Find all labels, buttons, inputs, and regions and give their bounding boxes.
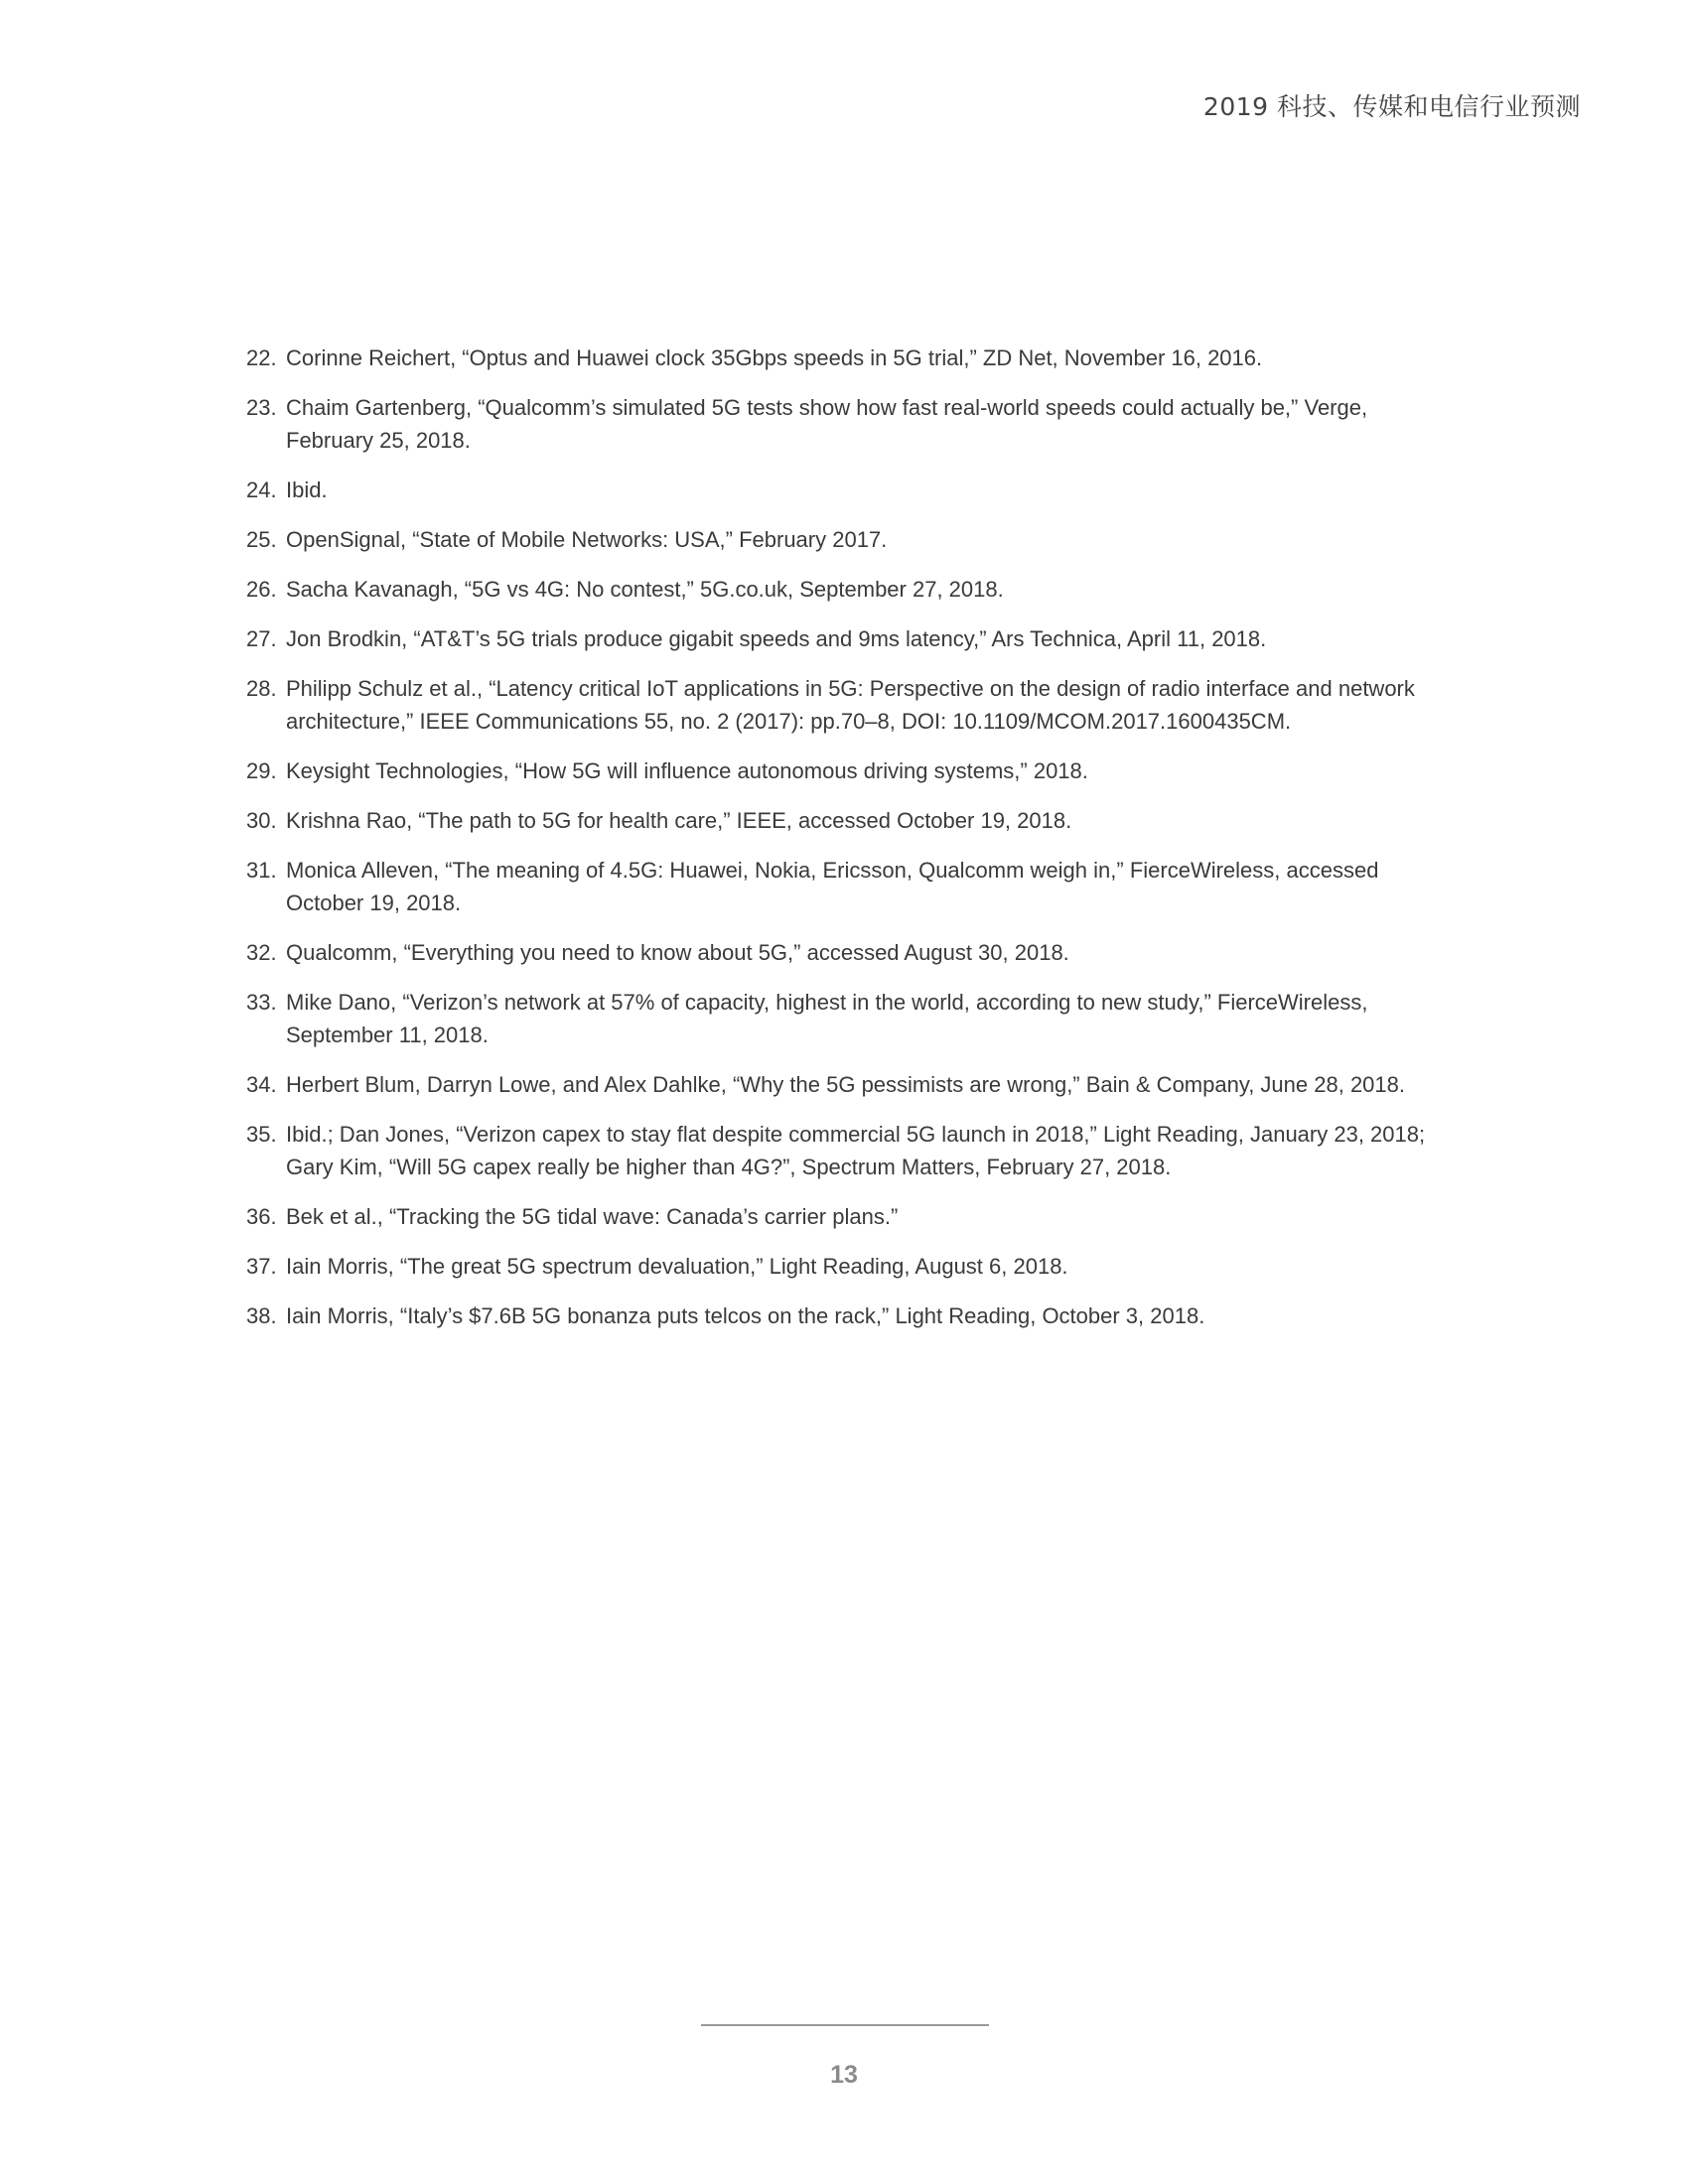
- reference-item: [246, 936, 1438, 969]
- reference-number: 32.: [246, 940, 277, 965]
- reference-text: Ibid.; Dan Jones, “Verizon capex to stay flat despite commercial 5G launch in 2018,” Light Reading, January 23, 2018; Gary Kim, “Will 5G capex really be higher than 4G?”, Spectrum Matters, February 27, 2018.: [286, 1122, 1426, 1179]
- reference-text: Keysight Technologies, “How 5G will influence autonomous driving systems,” 2018.: [286, 758, 1088, 783]
- reference-number: 23.: [246, 395, 277, 420]
- reference-number: 28.: [246, 676, 277, 701]
- reference-list: [246, 341, 1438, 1349]
- reference-number: 37.: [246, 1254, 277, 1279]
- page-number: 13: [830, 2061, 858, 2089]
- reference-number: 38.: [246, 1303, 277, 1328]
- reference-text: Philipp Schulz et al., “Latency critical IoT applications in 5G: Perspective on the design of radio interface and network architecture,” IEEE Communications 55, no. 2 (2017): pp.70–8, DOI: 10.1109/MCOM.2017.1600435CM.: [286, 676, 1415, 734]
- reference-item: [246, 573, 1438, 606]
- page-header-title: 2019 科技、传媒和电信行业预测: [1202, 92, 1581, 121]
- reference-text: Iain Morris, “The great 5G spectrum devaluation,” Light Reading, August 6, 2018.: [286, 1254, 1068, 1279]
- reference-item: [246, 622, 1438, 655]
- reference-item: [246, 1250, 1438, 1283]
- reference-item: [246, 341, 1438, 374]
- reference-number: 26.: [246, 577, 277, 602]
- reference-number: 34.: [246, 1072, 277, 1097]
- reference-item: [246, 1068, 1438, 1101]
- reference-text: Corinne Reichert, “Optus and Huawei clock 35Gbps speeds in 5G trial,” ZD Net, November 16, 2016.: [286, 345, 1263, 370]
- reference-text: Herbert Blum, Darryn Lowe, and Alex Dahlke, “Why the 5G pessimists are wrong,” Bain & Company, June 28, 2018.: [286, 1072, 1405, 1097]
- reference-item: [246, 523, 1438, 556]
- reference-text: Chaim Gartenberg, “Qualcomm’s simulated 5G tests show how fast real-world speeds could actually be,” Verge, February 25, 2018.: [286, 395, 1368, 453]
- reference-item: [246, 1299, 1438, 1332]
- reference-item: [246, 672, 1438, 738]
- reference-text: OpenSignal, “State of Mobile Networks: USA,” February 2017.: [286, 527, 888, 552]
- reference-text: Jon Brodkin, “AT&T’s 5G trials produce gigabit speeds and 9ms latency,” Ars Technica, April 11, 2018.: [286, 626, 1267, 651]
- reference-number: 31.: [246, 858, 277, 883]
- reference-item: [246, 391, 1438, 457]
- reference-number: 27.: [246, 626, 277, 651]
- reference-text: Sacha Kavanagh, “5G vs 4G: No contest,” 5G.co.uk, September 27, 2018.: [286, 577, 1004, 602]
- reference-text: Mike Dano, “Verizon’s network at 57% of capacity, highest in the world, according to new study,” FierceWireless, September 11, 2018.: [286, 990, 1368, 1047]
- reference-text: Krishna Rao, “The path to 5G for health care,” IEEE, accessed October 19, 2018.: [286, 808, 1072, 833]
- reference-item: [246, 754, 1438, 787]
- reference-text: Bek et al., “Tracking the 5G tidal wave: Canada’s carrier plans.”: [286, 1204, 899, 1229]
- reference-item: [246, 474, 1438, 506]
- reference-number: 36.: [246, 1204, 277, 1229]
- reference-item: [246, 804, 1438, 837]
- reference-number: 22.: [246, 345, 277, 370]
- reference-item: [246, 854, 1438, 919]
- reference-number: 35.: [246, 1122, 277, 1147]
- footer-divider: [701, 2024, 989, 2026]
- reference-text: Iain Morris, “Italy’s $7.6B 5G bonanza puts telcos on the rack,” Light Reading, October 3, 2018.: [286, 1303, 1205, 1328]
- reference-number: 24.: [246, 478, 277, 502]
- reference-text: Monica Alleven, “The meaning of 4.5G: Huawei, Nokia, Ericsson, Qualcomm weigh in,” FierceWireless, accessed October 19, 2018.: [286, 858, 1379, 915]
- reference-item: [246, 986, 1438, 1051]
- reference-text: Qualcomm, “Everything you need to know about 5G,” accessed August 30, 2018.: [286, 940, 1069, 965]
- reference-number: 30.: [246, 808, 277, 833]
- reference-text: Ibid.: [286, 478, 328, 502]
- reference-number: 33.: [246, 990, 277, 1015]
- reference-item: [246, 1200, 1438, 1233]
- reference-number: 29.: [246, 758, 277, 783]
- reference-item: [246, 1118, 1438, 1183]
- reference-number: 25.: [246, 527, 277, 552]
